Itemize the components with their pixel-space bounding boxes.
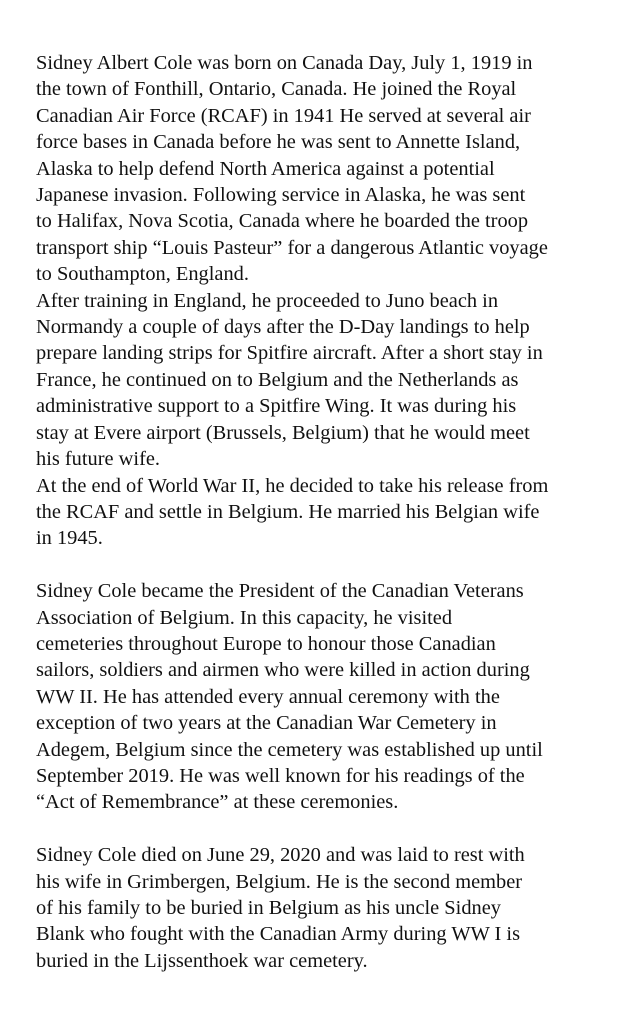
text-line: WW II. He has attended every annual ceremony with the — [36, 685, 500, 708]
text-line: to Southampton, England. — [36, 263, 249, 286]
text-line: Sidney Cole became the President of the Canadian Veterans — [36, 580, 524, 603]
text-line: of his family to be buried in Belgium as his uncle Sidney — [36, 896, 501, 919]
document-body — [36, 50, 616, 974]
text-line: his wife in Grimbergen, Belgium. He is the second member — [36, 870, 523, 893]
text-line: Adegem, Belgium since the cemetery was established up until — [36, 738, 543, 761]
text-line: prepare landing strips for Spitfire aircraft. After a short stay in — [36, 342, 543, 365]
text-line: in 1945. — [36, 527, 103, 550]
text-line: stay at Evere airport (Brussels, Belgium) that he would meet — [36, 421, 530, 444]
text-line: cemeteries throughout Europe to honour those Canadian — [36, 632, 496, 655]
text-line: Sidney Albert Cole was born on Canada Day, July 1, 1919 in — [36, 52, 533, 74]
text-line: Normandy a couple of days after the D-Day landings to help — [36, 316, 530, 339]
text-line: At the end of World War II, he decided to take his release from — [36, 474, 549, 497]
text-line: transport ship “Louis Pasteur” for a dangerous Atlantic voyage — [36, 236, 548, 259]
text-line: Blank who fought with the Canadian Army during WW I is — [36, 923, 521, 946]
text-line: administrative support to a Spitfire Wing. It was during his — [36, 395, 517, 418]
text-line: Association of Belgium. In this capacity, he visited — [36, 606, 453, 629]
text-line: France, he continued on to Belgium and the Netherlands as — [36, 368, 519, 391]
text-line: his future wife. — [36, 448, 161, 471]
paragraph-spacer — [36, 816, 616, 842]
text-line: After training in England, he proceeded to Juno beach in — [36, 289, 499, 312]
text-line: the RCAF and settle in Belgium. He married his Belgian wife — [36, 500, 540, 523]
text-line: Sidney Cole died on June 29, 2020 and was laid to rest with — [36, 844, 525, 867]
text-line: to Halifax, Nova Scotia, Canada where he boarded the troop — [36, 210, 529, 233]
text-line: Canadian Air Force (RCAF) in 1941 He served at several air — [36, 104, 531, 127]
text-line: buried in the Lijssenthoek war cemetery. — [36, 949, 368, 972]
text-line: Japanese invasion. Following service in Alaska, he was sent — [36, 184, 526, 207]
text-line: sailors, soldiers and airmen who were killed in action during — [36, 659, 530, 682]
text-line: September 2019. He was well known for his readings of the — [36, 764, 525, 787]
text-line: “Act of Remembrance” at these ceremonies. — [36, 791, 399, 814]
text-line: exception of two years at the Canadian War Cemetery in — [36, 712, 497, 735]
text-line: force bases in Canada before he was sent to Annette Island, — [36, 131, 521, 154]
text-line: the town of Fonthill, Ontario, Canada. He joined the Royal — [36, 78, 517, 101]
paragraph-spacer — [36, 552, 616, 578]
text-line: Alaska to help defend North America against a potential — [36, 157, 495, 180]
